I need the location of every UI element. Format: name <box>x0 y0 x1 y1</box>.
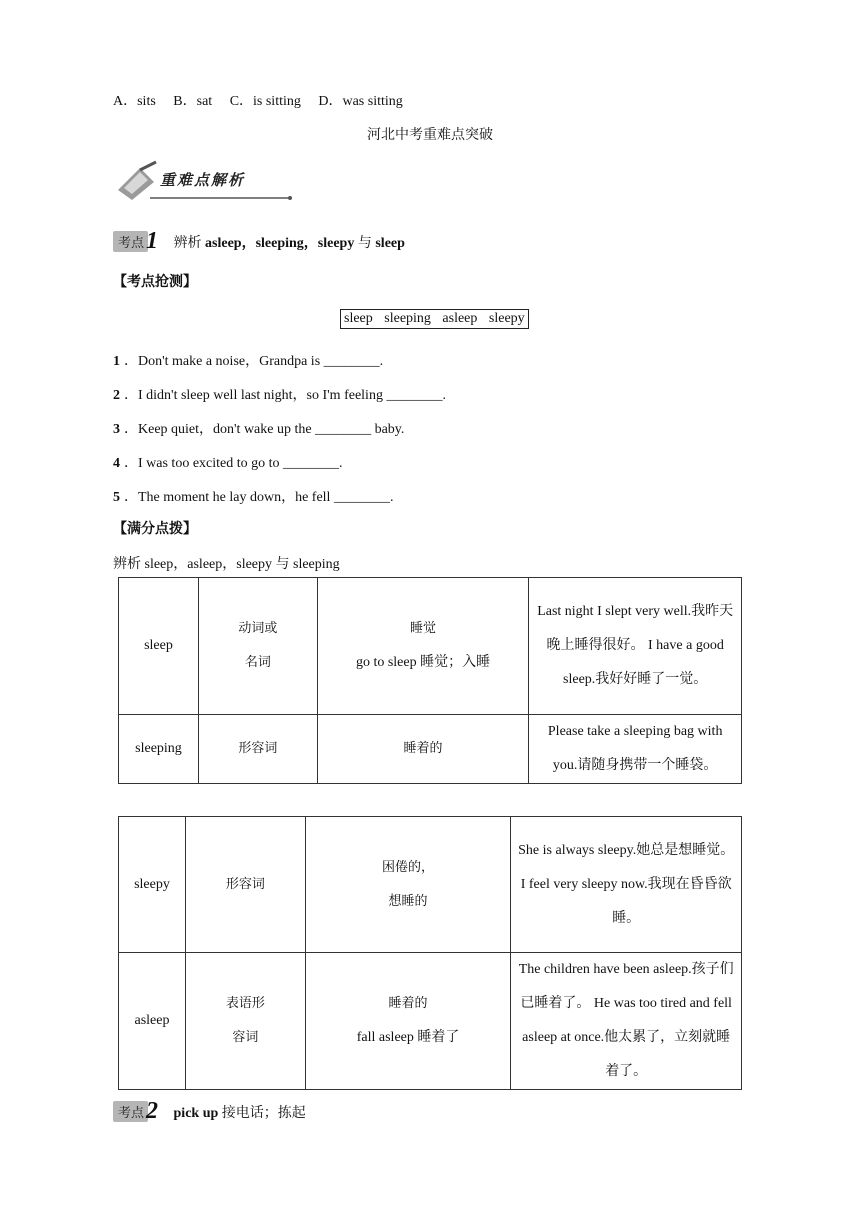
question-number: 2 <box>113 388 120 403</box>
key-point-badge: 考点 <box>113 231 148 252</box>
pos-line: 动词或 <box>238 621 278 636</box>
pos-cell <box>198 578 317 715</box>
key-point-1 <box>113 228 405 255</box>
key-point-2 <box>113 1098 306 1125</box>
pos-cell <box>185 817 305 953</box>
example-cell: She is always sleepy.她总是想睡觉。 I feel very sleepy now.我现在昏昏欲睡。 <box>511 817 742 953</box>
pos-cell <box>185 953 305 1090</box>
question-2 <box>113 384 446 404</box>
example-cell: Please take a sleeping bag with you.请随身携带一个睡袋。 <box>529 715 742 784</box>
title-prefix: 辨析 <box>173 235 206 251</box>
banner-title: 重难点解析 <box>160 171 246 189</box>
title-bold: pick up <box>173 1105 219 1121</box>
meaning-line: 睡着的 <box>403 741 443 756</box>
option-a: A．sits <box>113 94 156 109</box>
option-d: D．was sitting <box>318 94 403 109</box>
word-cell: sleepy <box>119 817 186 953</box>
question-5 <box>113 486 393 506</box>
key-point-number: 2 <box>146 1098 159 1124</box>
meaning-cell <box>317 715 529 784</box>
question-number: 1 <box>113 354 120 369</box>
pos-line: 名词 <box>244 655 271 670</box>
word-cell: sleep <box>119 578 199 715</box>
question-text: ．I was too excited to go to ________. <box>124 456 343 471</box>
answer-options <box>113 90 417 110</box>
title-words: asleep，sleeping，sleepy <box>205 235 355 251</box>
option-c: C．is sitting <box>229 94 301 109</box>
meaning-line: 想睡的 <box>388 893 428 909</box>
meaning-cell <box>317 578 529 715</box>
meaning-line: 睡觉 <box>410 621 437 636</box>
table-row <box>119 953 742 1090</box>
meaning-line: go to sleep 睡觉；入睡 <box>355 655 491 670</box>
pos-line: 形容词 <box>225 876 265 892</box>
key-point-title <box>174 236 405 251</box>
title-mid: 与 <box>354 235 376 251</box>
pos-line: 形容词 <box>238 741 278 756</box>
key-points-banner <box>110 160 295 204</box>
word-cell: asleep <box>119 953 186 1090</box>
meaning-line: 困倦的， <box>382 859 435 875</box>
section-title: 河北中考重难点突破 <box>367 128 493 143</box>
example-cell: The children have been asleep.孩子们已睡着了。 He was too tired and fell asleep at once.他太累了，立刻就睡着了。 <box>511 953 742 1090</box>
pos-line: 容词 <box>232 1030 259 1045</box>
example-cell: Last night I slept very well.我昨天晚上睡得很好。 I have a good sleep.我好好睡了一觉。 <box>529 578 742 715</box>
table-row <box>119 817 742 953</box>
question-number: 5 <box>113 490 120 505</box>
title-rest: 接电话；拣起 <box>218 1105 306 1121</box>
question-1 <box>113 350 383 370</box>
question-number: 4 <box>113 456 120 471</box>
comparison-table-2 <box>118 816 742 1090</box>
question-number: 3 <box>113 422 120 437</box>
question-text: ．Don't make a noise，Grandpa is ________. <box>124 354 384 369</box>
key-point-number: 1 <box>146 228 159 254</box>
table-row <box>119 715 742 784</box>
key-point-title <box>174 1106 306 1121</box>
question-3 <box>113 418 404 438</box>
question-text: ．The moment he lay down，he fell ________. <box>124 490 394 505</box>
pos-line: 表语形 <box>225 996 265 1011</box>
tips-heading: 【满分点拨】 <box>113 522 197 537</box>
pos-cell <box>198 715 317 784</box>
question-text: ．I didn't sleep well last night，so I'm feeling ________. <box>124 388 446 403</box>
meaning-line: fall asleep 睡着了 <box>356 1030 460 1045</box>
word-cell: sleeping <box>119 715 199 784</box>
tips-intro: 辨析 sleep，asleep，sleepy 与 sleeping <box>113 557 340 572</box>
table-row <box>119 578 742 715</box>
comparison-table-1 <box>118 577 742 784</box>
question-4 <box>113 452 343 472</box>
meaning-line: 睡着的 <box>388 996 428 1011</box>
key-point-badge: 考点 <box>113 1101 148 1122</box>
question-text: ．Keep quiet，don't wake up the ________ baby. <box>124 422 405 437</box>
meaning-cell <box>305 817 511 953</box>
option-b: B．sat <box>173 94 213 109</box>
word-box: sleep sleeping asleep sleepy <box>340 309 529 329</box>
meaning-cell <box>305 953 511 1090</box>
test-heading: 【考点抢测】 <box>113 275 197 290</box>
title-last: sleep <box>375 235 405 251</box>
